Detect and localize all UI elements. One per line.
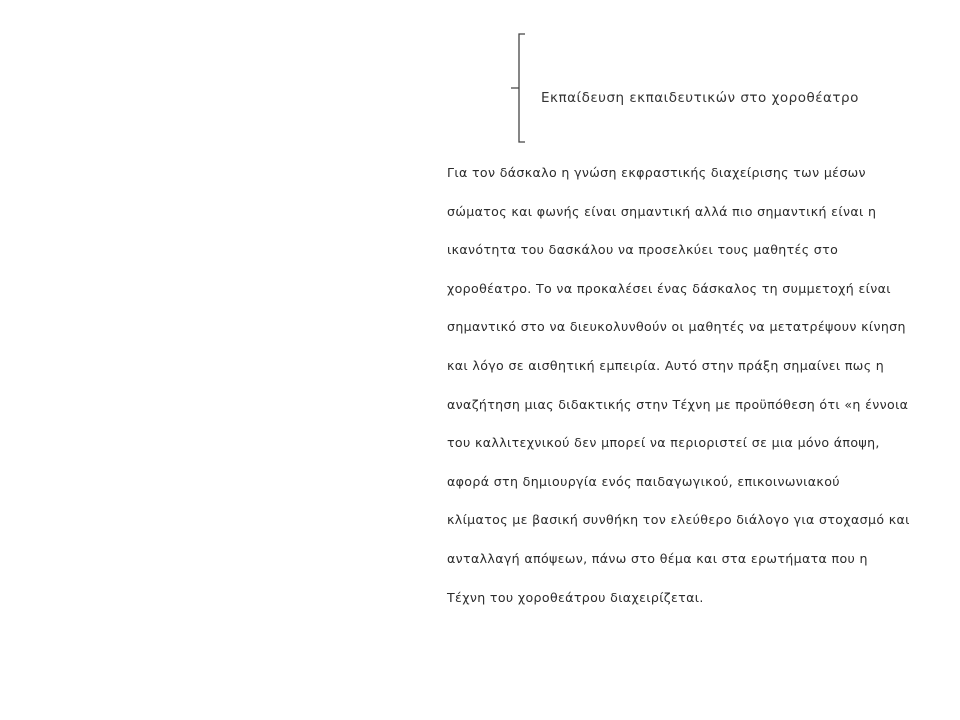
paragraph-line: σώματος και φωνής είναι σημαντική αλλά πιο σημαντική είναι η <box>447 203 877 219</box>
paragraph-line: κλίματος με βασική συνθήκη τον ελεύθερο διάλογο για στοχασμό και <box>447 512 910 528</box>
paragraph-line: Για τον δάσκαλο η γνώση εκφραστικής διαχείρισης των μέσων <box>447 165 866 180</box>
section-heading: Εκπαίδευση εκπαιδευτικών στο χοροθέατρο <box>541 90 859 106</box>
paragraph-line: σημαντικό στο να διευκολυνθούν οι μαθητές να μετατρέψουν κίνηση <box>447 319 906 335</box>
paragraph-line: αφορά στη δημιουργία ενός παιδαγωγικού, επικοινωνιακού <box>447 473 840 489</box>
left-brace-decoration <box>505 30 529 146</box>
paragraph-line: αναζήτηση μιας διδακτικής στην Τέχνη με προϋπόθεση ότι «η έννοια <box>447 396 909 412</box>
paragraph-line: του καλλιτεχνικού δεν μπορεί να περιοριστεί σε μια μόνο άποψη, <box>447 435 880 451</box>
paragraph-line: ανταλλαγή απόψεων, πάνω στο θέμα και στα ερωτήματα που η <box>447 550 868 566</box>
paragraph-line: ικανότητα του δασκάλου να προσελκύει τους μαθητές στο <box>447 242 839 258</box>
paragraph-line: και λόγο σε αισθητική εμπειρία. Αυτό στην πράξη σημαίνει πως η <box>447 357 885 373</box>
body-paragraph <box>447 160 927 623</box>
paragraph-line: χοροθέατρο. Το να προκαλέσει ένας δάσκαλος τη συμμετοχή είναι <box>447 280 891 296</box>
paragraph-line: Τέχνη του χοροθεάτρου διαχειρίζεται. <box>447 589 704 605</box>
